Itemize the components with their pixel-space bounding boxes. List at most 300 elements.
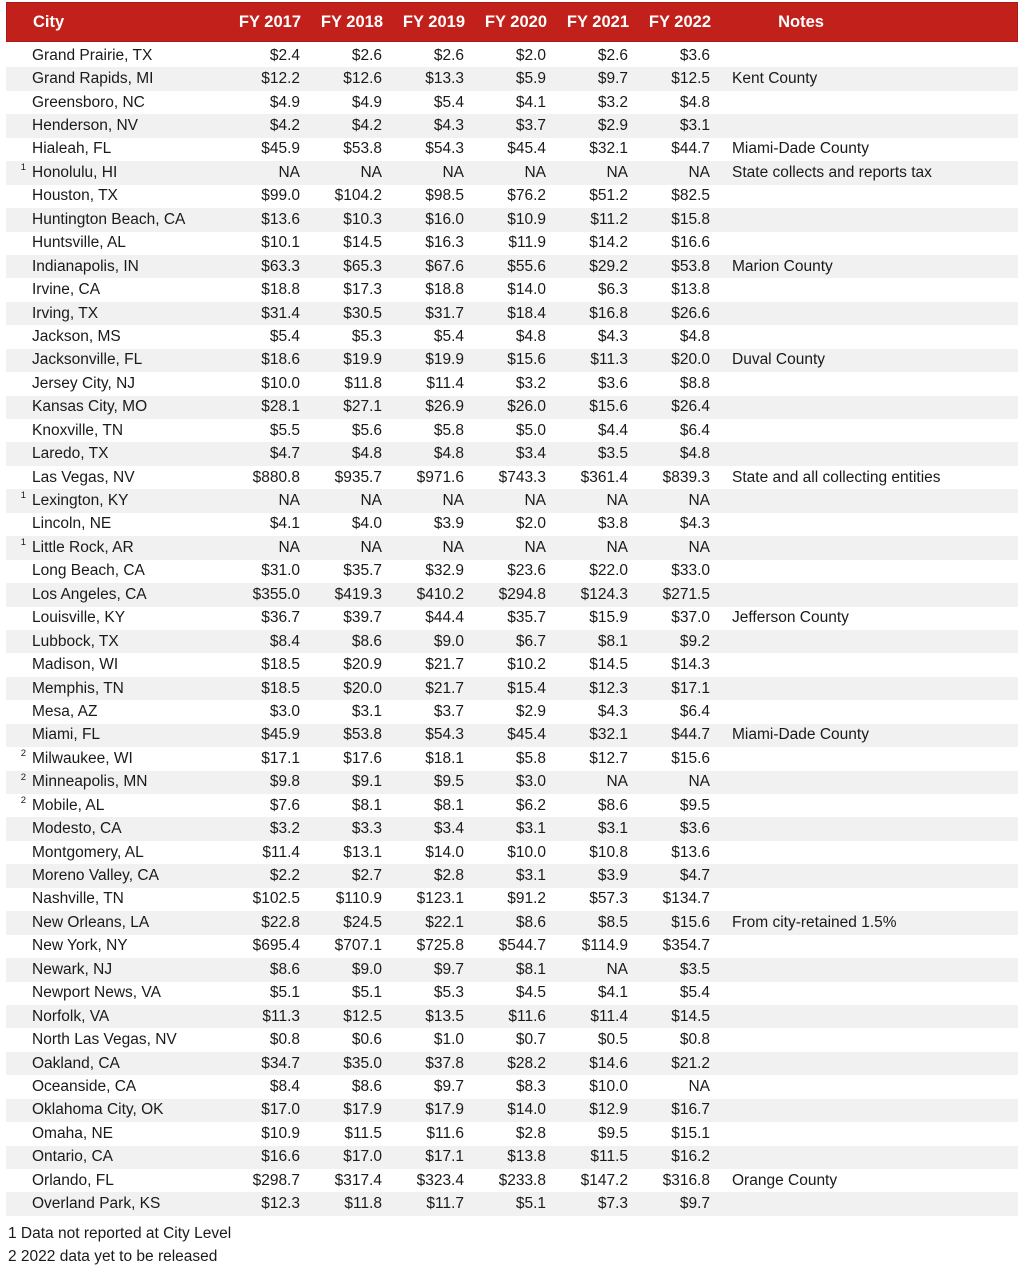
cell-value-fy2021: $51.2 <box>589 187 628 205</box>
cell-value-fy2021: $8.1 <box>597 632 628 650</box>
cell-value-fy2021: $3.8 <box>597 515 628 533</box>
table-row <box>6 325 1018 348</box>
cell-value-fy2022: NA <box>688 1077 710 1095</box>
cell-value-fy2020: $4.1 <box>515 93 546 111</box>
cell-value-fy2020: $4.8 <box>515 327 546 345</box>
footnote-marker <box>6 325 28 327</box>
cell-city: Little Rock, AR <box>32 538 134 556</box>
cell-value-fy2019: NA <box>442 163 464 181</box>
footnote-marker <box>6 935 28 937</box>
cell-value-fy2020: NA <box>524 163 546 181</box>
table-row <box>6 114 1018 137</box>
cell-value-fy2020: $3.2 <box>515 374 546 392</box>
cell-value-fy2019: NA <box>442 538 464 556</box>
footnote-marker <box>6 44 28 46</box>
cell-value-fy2020: $3.7 <box>515 117 546 135</box>
cell-value-fy2018: $8.1 <box>351 796 382 814</box>
cell-value-fy2017: $5.4 <box>269 327 300 345</box>
cell-city: Mesa, AZ <box>32 702 98 720</box>
cell-value-fy2020: $2.0 <box>515 515 546 533</box>
cell-city: Huntington Beach, CA <box>32 210 186 228</box>
cell-value-fy2018: $8.6 <box>351 632 382 650</box>
table-row <box>6 44 1018 67</box>
cell-value-fy2019: $18.1 <box>425 749 464 767</box>
cell-value-fy2020: $2.8 <box>515 1124 546 1142</box>
cell-value-fy2017: $18.8 <box>261 281 300 299</box>
cell-value-fy2021: $10.0 <box>589 1077 628 1095</box>
cell-value-fy2017: $2.4 <box>269 46 300 64</box>
cell-value-fy2017: $16.6 <box>261 1148 300 1166</box>
cell-value-fy2021: $15.6 <box>589 398 628 416</box>
cell-value-fy2021: NA <box>606 492 628 510</box>
cell-value-fy2019: $17.9 <box>425 1101 464 1119</box>
cell-value-fy2019: $37.8 <box>425 1054 464 1072</box>
cell-value-fy2019: $26.9 <box>425 398 464 416</box>
cell-value-fy2017: $18.6 <box>261 351 300 369</box>
cell-city: Greensboro, NC <box>32 93 145 111</box>
cell-value-fy2019: $16.3 <box>425 234 464 252</box>
column-header-fy2021: FY 2021 <box>566 12 629 31</box>
table-row <box>6 138 1018 161</box>
cell-value-fy2018: $104.2 <box>334 187 382 205</box>
table-row <box>6 466 1018 489</box>
cell-value-fy2017: $11.4 <box>262 843 300 861</box>
cell-value-fy2019: $4.3 <box>433 117 464 135</box>
footnote-marker <box>6 841 28 843</box>
cell-city: Lincoln, NE <box>32 515 112 533</box>
cell-value-fy2017: $4.7 <box>269 445 300 463</box>
cell-value-fy2017: $45.9 <box>261 726 300 744</box>
table-row <box>6 700 1018 723</box>
cell-value-fy2021: $0.5 <box>597 1031 628 1049</box>
cell-city: Grand Prairie, TX <box>32 46 153 64</box>
cell-value-fy2022: NA <box>688 163 710 181</box>
cell-value-fy2022: $14.3 <box>671 656 710 674</box>
cell-city: Long Beach, CA <box>32 562 145 580</box>
table-body <box>6 44 1018 1216</box>
cell-value-fy2019: $18.8 <box>425 281 464 299</box>
cell-value-fy2021: $2.9 <box>597 117 628 135</box>
cell-notes: Jefferson County <box>732 609 849 627</box>
cell-value-fy2022: $15.1 <box>671 1124 710 1142</box>
table-row <box>6 396 1018 419</box>
table-row <box>6 185 1018 208</box>
cell-value-fy2019: $13.5 <box>425 1007 464 1025</box>
footnote-marker <box>6 653 28 655</box>
cell-value-fy2022: $16.7 <box>671 1101 710 1119</box>
cell-value-fy2021: $3.1 <box>597 820 628 838</box>
cell-value-fy2022: $4.3 <box>679 515 710 533</box>
footnote-marker <box>6 466 28 468</box>
table-row <box>6 607 1018 630</box>
cell-value-fy2021: $29.2 <box>589 257 628 275</box>
cell-value-fy2021: $361.4 <box>580 468 628 486</box>
footnote-marker <box>6 864 28 866</box>
table-row <box>6 232 1018 255</box>
cell-value-fy2020: $23.6 <box>507 562 546 580</box>
cell-city: Grand Rapids, MI <box>32 70 154 88</box>
table-row <box>6 1028 1018 1051</box>
cell-value-fy2018: $419.3 <box>334 585 382 603</box>
cell-value-fy2021: $7.3 <box>597 1195 628 1213</box>
cell-value-fy2021: $32.1 <box>589 726 628 744</box>
cell-value-fy2018: $5.3 <box>351 327 382 345</box>
table-row <box>6 1075 1018 1098</box>
cell-value-fy2017: $99.0 <box>261 187 300 205</box>
table-row <box>6 513 1018 536</box>
cell-value-fy2021: NA <box>606 773 628 791</box>
table-row <box>6 1169 1018 1192</box>
cell-city: Los Angeles, CA <box>32 585 147 603</box>
table-row <box>6 982 1018 1005</box>
cell-city: Nashville, TN <box>32 890 124 908</box>
footnote-marker <box>6 677 28 679</box>
table-row <box>6 1192 1018 1215</box>
cell-value-fy2019: $19.9 <box>425 351 464 369</box>
cell-value-fy2021: $10.8 <box>589 843 628 861</box>
cell-city: Indianapolis, IN <box>32 257 139 275</box>
footnote-marker: 1 <box>20 490 26 501</box>
cell-value-fy2021: $3.6 <box>597 374 628 392</box>
cell-city: Orlando, FL <box>32 1171 114 1189</box>
cell-value-fy2022: $839.3 <box>662 468 710 486</box>
cell-value-fy2022: $21.2 <box>671 1054 710 1072</box>
cell-value-fy2021: $16.8 <box>589 304 628 322</box>
cell-value-fy2019: $54.3 <box>425 140 464 158</box>
cell-value-fy2017: $3.0 <box>269 702 300 720</box>
footnote-marker <box>6 396 28 398</box>
cell-value-fy2019: $11.4 <box>426 374 464 392</box>
cell-value-fy2019: $5.3 <box>433 984 464 1002</box>
footnote-marker <box>6 513 28 515</box>
footnote-marker <box>6 91 28 93</box>
cell-value-fy2017: $13.6 <box>261 210 300 228</box>
cell-value-fy2017: $4.1 <box>269 515 300 533</box>
table-row <box>6 372 1018 395</box>
cell-value-fy2017: $12.3 <box>261 1195 300 1213</box>
cell-value-fy2020: $35.7 <box>507 609 546 627</box>
cell-value-fy2018: $35.0 <box>343 1054 382 1072</box>
cell-value-fy2018: $10.3 <box>343 210 382 228</box>
cell-value-fy2021: $3.9 <box>597 867 628 885</box>
cell-city: Laredo, TX <box>32 445 109 463</box>
cell-value-fy2017: $3.2 <box>269 820 300 838</box>
footnote-marker <box>6 1028 28 1030</box>
cell-city: Lubbock, TX <box>32 632 119 650</box>
table-row <box>6 841 1018 864</box>
cell-value-fy2019: $9.7 <box>433 1077 464 1095</box>
cell-value-fy2017: $36.7 <box>261 609 300 627</box>
cell-value-fy2020: $14.0 <box>507 281 546 299</box>
cell-notes: Kent County <box>732 70 818 88</box>
cell-value-fy2020: $28.2 <box>507 1054 546 1072</box>
table-row <box>6 1122 1018 1145</box>
table-row <box>6 583 1018 606</box>
table-row <box>6 888 1018 911</box>
cell-value-fy2020: $4.5 <box>515 984 546 1002</box>
cell-value-fy2019: $17.1 <box>425 1148 464 1166</box>
cell-value-fy2022: $9.7 <box>679 1195 710 1213</box>
cell-value-fy2020: $55.6 <box>507 257 546 275</box>
cell-value-fy2018: $9.0 <box>351 960 382 978</box>
table-row <box>6 817 1018 840</box>
cell-value-fy2018: $13.1 <box>343 843 382 861</box>
cell-value-fy2022: NA <box>688 492 710 510</box>
column-header-fy2017: FY 2017 <box>238 12 301 31</box>
cell-value-fy2020: $76.2 <box>507 187 546 205</box>
cell-city: Omaha, NE <box>32 1124 113 1142</box>
cell-notes: Marion County <box>732 257 833 275</box>
cell-value-fy2018: $30.5 <box>343 304 382 322</box>
table-row <box>6 724 1018 747</box>
table-row <box>6 1146 1018 1169</box>
cell-value-fy2017: NA <box>278 492 300 510</box>
cell-notes: From city-retained 1.5% <box>732 913 897 931</box>
cell-value-fy2022: $6.4 <box>679 702 710 720</box>
cell-value-fy2019: $323.4 <box>416 1171 464 1189</box>
cell-value-fy2017: $17.0 <box>261 1101 300 1119</box>
cell-value-fy2018: $317.4 <box>334 1171 382 1189</box>
cell-value-fy2017: $31.0 <box>261 562 300 580</box>
cell-value-fy2019: $98.5 <box>425 187 464 205</box>
cell-value-fy2022: NA <box>688 538 710 556</box>
cell-value-fy2018: $2.6 <box>351 46 382 64</box>
cell-notes: Orange County <box>732 1171 838 1189</box>
cell-value-fy2020: $15.6 <box>507 351 546 369</box>
cell-value-fy2021: $32.1 <box>589 140 628 158</box>
footnote-marker <box>6 560 28 562</box>
cell-value-fy2020: $0.7 <box>515 1031 546 1049</box>
cell-value-fy2022: $44.7 <box>671 140 710 158</box>
cell-value-fy2020: $6.2 <box>515 796 546 814</box>
footnote-marker <box>6 1005 28 1007</box>
table-row <box>6 536 1018 559</box>
cell-value-fy2017: NA <box>278 163 300 181</box>
footnote-marker <box>6 302 28 304</box>
cell-value-fy2018: $53.8 <box>343 726 382 744</box>
cell-value-fy2022: $20.0 <box>671 351 710 369</box>
cell-value-fy2021: $9.5 <box>597 1124 628 1142</box>
cell-value-fy2018: NA <box>360 163 382 181</box>
cell-value-fy2019: $2.8 <box>433 867 464 885</box>
column-header-city: City <box>33 12 65 31</box>
column-header-fy2022: FY 2022 <box>648 12 711 31</box>
cell-value-fy2021: $4.4 <box>597 421 628 439</box>
cell-value-fy2019: $3.9 <box>433 515 464 533</box>
cell-city: Honolulu, HI <box>32 163 118 181</box>
cell-value-fy2021: $11.3 <box>590 351 628 369</box>
cell-value-fy2022: $37.0 <box>671 609 710 627</box>
cell-value-fy2017: $17.1 <box>261 749 300 767</box>
cell-value-fy2018: $17.3 <box>343 281 382 299</box>
cell-value-fy2020: $10.0 <box>507 843 546 861</box>
cell-value-fy2020: $3.1 <box>515 820 546 838</box>
table-row <box>6 864 1018 887</box>
cell-value-fy2017: $5.1 <box>269 984 300 1002</box>
cell-value-fy2018: $8.6 <box>351 1077 382 1095</box>
cell-value-fy2019: $11.7 <box>426 1195 464 1213</box>
cell-value-fy2022: $13.6 <box>671 843 710 861</box>
cell-city: Minneapolis, MN <box>32 773 148 791</box>
cell-value-fy2018: $110.9 <box>335 890 382 908</box>
cell-city: Louisville, KY <box>32 609 126 627</box>
cell-city: Miami, FL <box>32 726 101 744</box>
footnote-2: 2 2022 data yet to be released <box>8 1248 218 1265</box>
cell-value-fy2019: $1.0 <box>433 1031 464 1049</box>
cell-value-fy2020: $294.8 <box>498 585 546 603</box>
cell-value-fy2017: $4.2 <box>269 117 300 135</box>
cell-value-fy2020: $8.3 <box>515 1077 546 1095</box>
cell-value-fy2017: $63.3 <box>261 257 300 275</box>
cell-value-fy2017: $4.9 <box>269 93 300 111</box>
footnote-marker <box>6 630 28 632</box>
cell-value-fy2022: $354.7 <box>662 937 710 955</box>
cell-city: Montgomery, AL <box>32 843 144 861</box>
footnote-marker <box>6 888 28 890</box>
cell-value-fy2017: $2.2 <box>269 867 300 885</box>
cell-value-fy2021: $14.2 <box>589 234 628 252</box>
table-row <box>6 958 1018 981</box>
cell-value-fy2020: $5.1 <box>515 1195 546 1213</box>
cell-value-fy2020: $233.8 <box>498 1171 546 1189</box>
cell-notes: State collects and reports tax <box>732 163 932 181</box>
cell-value-fy2022: $16.6 <box>671 234 710 252</box>
cell-value-fy2022: $271.5 <box>662 585 710 603</box>
cell-value-fy2017: $7.6 <box>269 796 300 814</box>
cell-city: Oceanside, CA <box>32 1077 137 1095</box>
cell-value-fy2022: NA <box>688 773 710 791</box>
cell-value-fy2022: $0.8 <box>679 1031 710 1049</box>
cell-value-fy2021: $14.6 <box>589 1054 628 1072</box>
cell-value-fy2021: $2.6 <box>597 46 628 64</box>
cell-value-fy2018: $4.2 <box>351 117 382 135</box>
table-row <box>6 935 1018 958</box>
table-header-row <box>6 2 1018 42</box>
cell-city: Henderson, NV <box>32 117 138 135</box>
cell-value-fy2018: $17.6 <box>343 749 382 767</box>
cell-value-fy2017: $31.4 <box>261 304 300 322</box>
cell-value-fy2017: $102.5 <box>252 890 300 908</box>
cell-value-fy2017: $8.6 <box>269 960 300 978</box>
table-row <box>6 161 1018 184</box>
cell-value-fy2019: $31.7 <box>425 304 464 322</box>
table-row <box>6 302 1018 325</box>
cell-value-fy2017: $0.8 <box>269 1031 300 1049</box>
cell-value-fy2018: $35.7 <box>343 562 382 580</box>
cell-value-fy2017: $45.9 <box>261 140 300 158</box>
cell-notes: State and all collecting entities <box>732 468 941 486</box>
cell-value-fy2017: $9.8 <box>269 773 300 791</box>
cell-value-fy2018: $935.7 <box>334 468 382 486</box>
cell-value-fy2019: $971.6 <box>416 468 464 486</box>
cell-value-fy2020: $14.0 <box>507 1101 546 1119</box>
cell-value-fy2021: $4.3 <box>597 327 628 345</box>
cell-value-fy2017: $34.7 <box>261 1054 300 1072</box>
footnote-marker: 1 <box>20 537 26 548</box>
cell-value-fy2021: $4.3 <box>597 702 628 720</box>
cell-value-fy2022: $13.8 <box>671 281 710 299</box>
cell-value-fy2021: NA <box>606 538 628 556</box>
footnote-marker <box>6 817 28 819</box>
table-row <box>6 67 1018 90</box>
table-row <box>6 255 1018 278</box>
cell-value-fy2017: $8.4 <box>269 632 300 650</box>
cell-value-fy2017: $298.7 <box>252 1171 300 1189</box>
cell-value-fy2022: $53.8 <box>671 257 710 275</box>
cell-value-fy2020: $5.9 <box>515 70 546 88</box>
cell-value-fy2017: $22.8 <box>261 913 300 931</box>
cell-value-fy2020: $2.9 <box>515 702 546 720</box>
cell-value-fy2020: $11.9 <box>508 234 546 252</box>
cell-city: Milwaukee, WI <box>32 749 133 767</box>
cell-value-fy2021: $12.9 <box>589 1101 628 1119</box>
cell-value-fy2018: $12.5 <box>343 1007 382 1025</box>
footnote-marker: 1 <box>20 162 26 173</box>
cell-value-fy2022: $4.8 <box>679 93 710 111</box>
cell-value-fy2018: $39.7 <box>343 609 382 627</box>
cell-value-fy2020: $26.0 <box>507 398 546 416</box>
cell-value-fy2018: $20.9 <box>343 656 382 674</box>
cell-value-fy2020: $6.7 <box>515 632 546 650</box>
cell-value-fy2019: $67.6 <box>425 257 464 275</box>
cell-value-fy2018: $9.1 <box>351 773 382 791</box>
cell-value-fy2021: $9.7 <box>597 70 628 88</box>
cell-city: Overland Park, KS <box>32 1195 161 1213</box>
cell-value-fy2017: $18.5 <box>261 656 300 674</box>
cell-value-fy2019: $3.7 <box>433 702 464 720</box>
footnote-marker <box>6 911 28 913</box>
column-header-fy2019: FY 2019 <box>402 12 465 31</box>
cell-value-fy2019: $44.4 <box>425 609 464 627</box>
cell-value-fy2019: $11.6 <box>426 1124 464 1142</box>
cell-value-fy2021: $114.9 <box>581 937 628 955</box>
table-row <box>6 630 1018 653</box>
cell-city: Lexington, KY <box>32 492 129 510</box>
table-row <box>6 91 1018 114</box>
cell-city: Huntsville, AL <box>32 234 126 252</box>
cell-value-fy2019: $5.4 <box>433 327 464 345</box>
footnote-marker: 2 <box>20 771 26 783</box>
footnote-marker <box>6 1122 28 1124</box>
cell-city: Memphis, TN <box>32 679 124 697</box>
cell-value-fy2019: $13.3 <box>425 70 464 88</box>
cell-value-fy2022: $4.7 <box>679 867 710 885</box>
cell-value-fy2019: $2.6 <box>433 46 464 64</box>
cell-value-fy2018: $17.9 <box>343 1101 382 1119</box>
cell-value-fy2022: $17.1 <box>671 679 710 697</box>
cell-value-fy2018: $707.1 <box>334 937 382 955</box>
cell-value-fy2019: $5.4 <box>433 93 464 111</box>
cell-value-fy2022: $26.4 <box>671 398 710 416</box>
cell-value-fy2018: NA <box>360 538 382 556</box>
cell-value-fy2018: $11.8 <box>344 374 382 392</box>
cell-value-fy2019: NA <box>442 492 464 510</box>
cell-value-fy2021: $147.2 <box>580 1171 628 1189</box>
cell-value-fy2019: $123.1 <box>416 890 464 908</box>
cell-value-fy2017: $695.4 <box>252 937 300 955</box>
cell-value-fy2020: $45.4 <box>507 140 546 158</box>
cell-value-fy2020: $91.2 <box>507 890 546 908</box>
cell-value-fy2019: $9.7 <box>433 960 464 978</box>
cell-city: Mobile, AL <box>32 796 105 814</box>
cell-value-fy2019: $22.1 <box>425 913 464 931</box>
cell-value-fy2021: $6.3 <box>597 281 628 299</box>
table-row <box>6 747 1018 770</box>
cell-value-fy2018: $12.6 <box>343 70 382 88</box>
cell-city: Irvine, CA <box>32 281 101 299</box>
footnote-marker <box>6 958 28 960</box>
cell-value-fy2019: $14.0 <box>425 843 464 861</box>
